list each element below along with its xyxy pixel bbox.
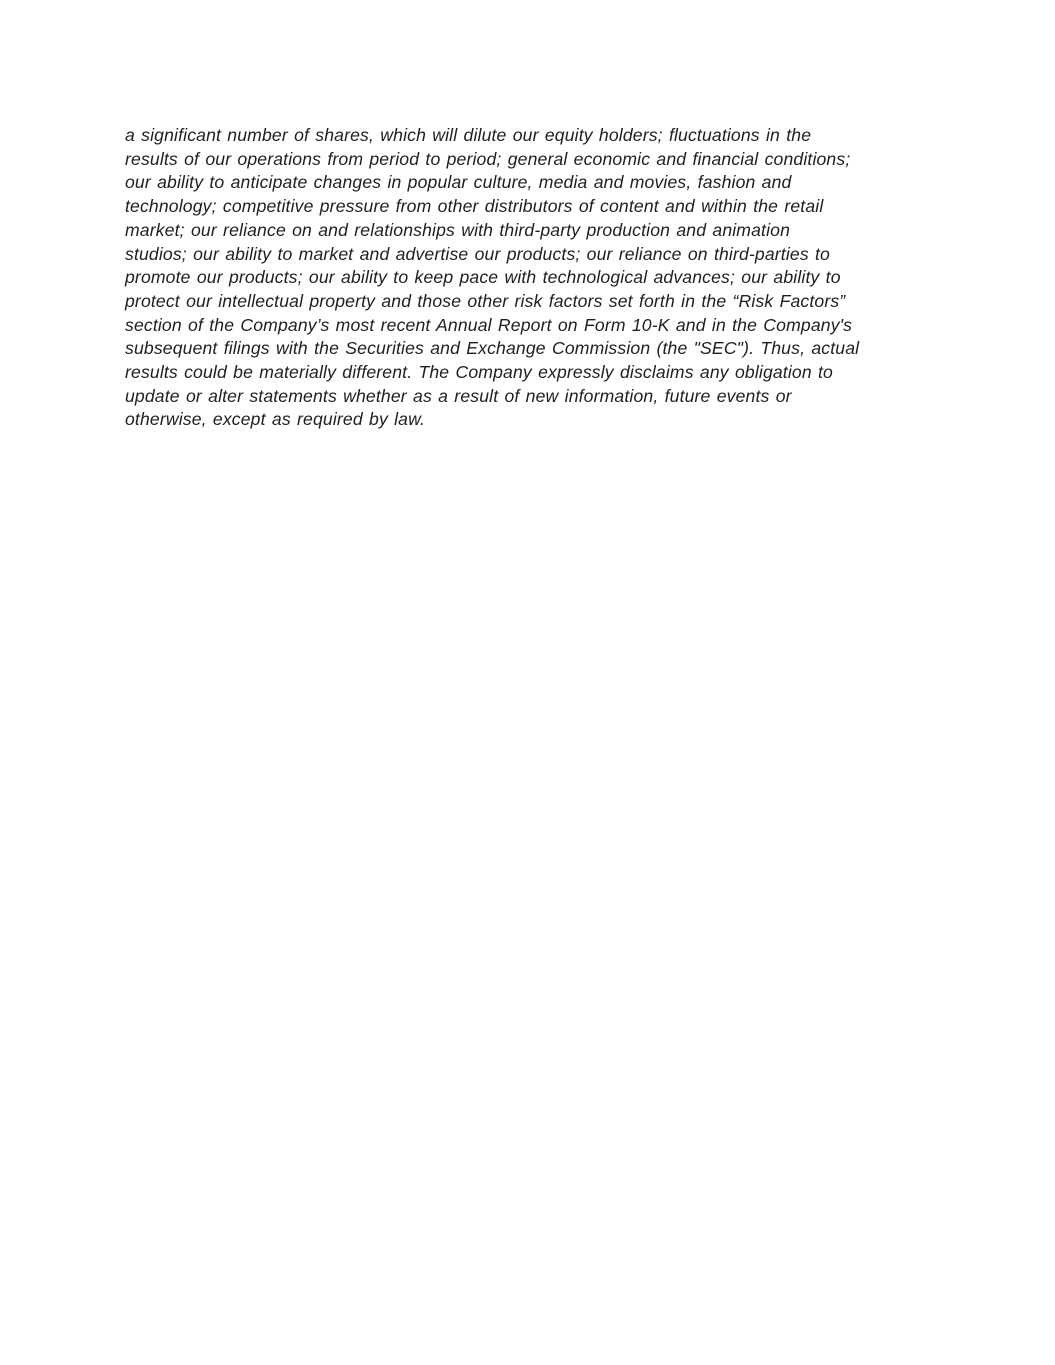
- paragraph-line: protect our intellectual property and those other risk factors set forth in the “Risk Factors”: [125, 290, 846, 311]
- paragraph-line: our ability to anticipate changes in popular culture, media and movies, fashion and: [125, 172, 792, 193]
- paragraph-line: results could be materially different. The Company expressly disclaims any obligation to: [125, 362, 833, 383]
- paragraph-line: results of our operations from period to period; general economic and financial conditions;: [125, 148, 851, 169]
- paragraph-line: subsequent filings with the Securities and Exchange Commission (the "SEC"). Thus, actual: [125, 338, 860, 359]
- paragraph-line: promote our products; our ability to keep pace with technological advances; our ability to: [125, 267, 841, 288]
- paragraph-line: technology; competitive pressure from other distributors of content and within the retail: [125, 196, 824, 217]
- paragraph-line: update or alter statements whether as a result of new information, future events or: [125, 385, 792, 406]
- paragraph-line: a significant number of shares, which will dilute our equity holders; fluctuations in the: [125, 125, 812, 145]
- paragraph-line: studios; our ability to market and advertise our products; our reliance on third-parties to: [125, 243, 830, 264]
- paragraph-line: section of the Company’s most recent Annual Report on Form 10-K and in the Company's: [125, 314, 853, 335]
- paragraph-line: market; our reliance on and relationships with third-party production and animation: [125, 219, 791, 240]
- disclaimer-paragraph: [125, 124, 945, 432]
- paragraph-line: otherwise, except as required by law.: [125, 409, 426, 430]
